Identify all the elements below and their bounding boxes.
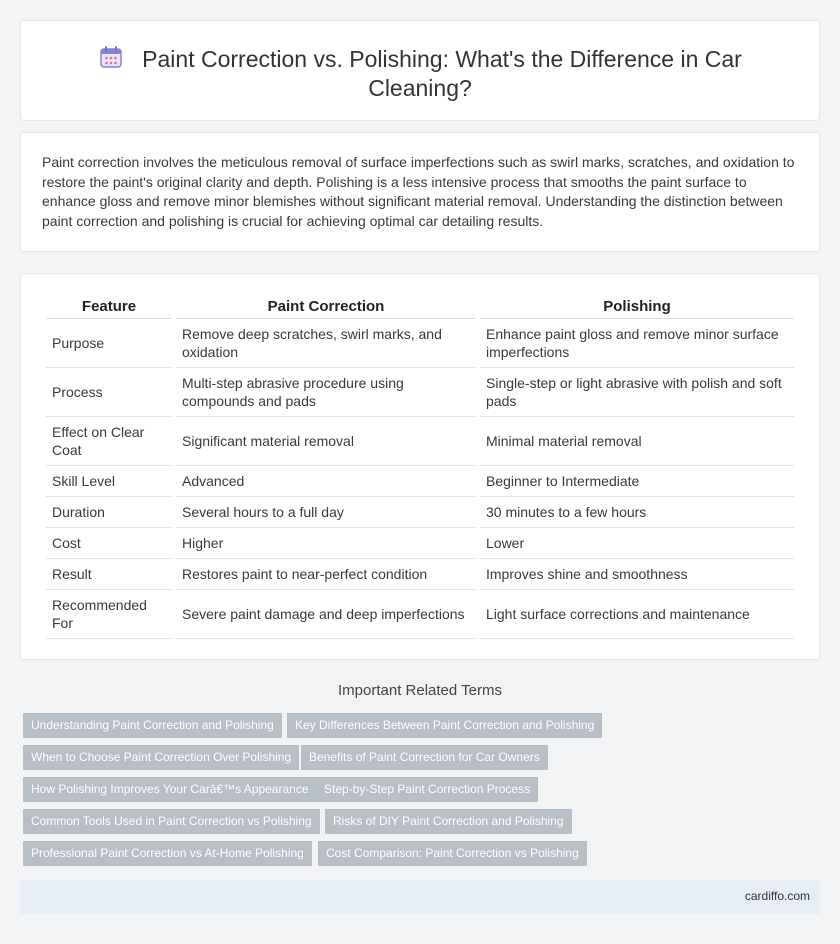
page-title: Paint Correction vs. Polishing: What's the Difference in Car Cleaning? <box>142 46 742 101</box>
related-term-link[interactable]: Understanding Paint Correction and Polishing <box>23 713 282 738</box>
footer-site-link[interactable]: cardiffo.com <box>744 889 810 903</box>
row-feature: Skill Level <box>46 466 172 497</box>
row-paint-correction: Severe paint damage and deep imperfections <box>176 590 476 639</box>
related-term-link[interactable]: Cost Comparison: Paint Correction vs Polishing <box>318 841 587 866</box>
related-term-link[interactable]: Professional Paint Correction vs At-Home Polishing <box>23 841 312 866</box>
row-polishing: Minimal material removal <box>480 417 794 466</box>
related-term-link[interactable]: Common Tools Used in Paint Correction vs Polishing <box>23 809 320 834</box>
comparison-table <box>42 292 798 639</box>
table-row <box>46 590 794 639</box>
row-paint-correction: Restores paint to near-perfect condition <box>176 559 476 590</box>
row-paint-correction: Advanced <box>176 466 476 497</box>
row-feature: Effect on Clear Coat <box>46 417 172 466</box>
footer <box>20 880 820 914</box>
row-paint-correction: Significant material removal <box>176 417 476 466</box>
page-title-wrap <box>21 44 819 103</box>
row-feature: Recommended For <box>46 590 172 639</box>
row-paint-correction: Multi-step abrasive procedure using compounds and pads <box>176 368 476 417</box>
related-term-link[interactable]: When to Choose Paint Correction Over Polishing <box>23 745 299 770</box>
table-row <box>46 417 794 466</box>
row-polishing: Enhance paint gloss and remove minor surface imperfections <box>480 319 794 368</box>
header-feature: Feature <box>46 292 172 319</box>
row-polishing: Single-step or light abrasive with polish and soft pads <box>480 368 794 417</box>
row-paint-correction: Several hours to a full day <box>176 497 476 528</box>
row-paint-correction: Higher <box>176 528 476 559</box>
table-row <box>46 368 794 417</box>
table-header-row <box>46 292 794 319</box>
intro-card <box>20 132 820 252</box>
title-card <box>20 20 820 121</box>
row-paint-correction: Remove deep scratches, swirl marks, and oxidation <box>176 319 476 368</box>
related-term-link[interactable]: Key Differences Between Paint Correction and Polishing <box>287 713 602 738</box>
row-polishing: Lower <box>480 528 794 559</box>
related-term-link[interactable]: Step-by-Step Paint Correction Process <box>316 777 538 802</box>
row-polishing: Improves shine and smoothness <box>480 559 794 590</box>
related-term-link[interactable]: How Polishing Improves Your Carâ€™s Appearance <box>23 777 317 802</box>
table-row <box>46 466 794 497</box>
related-term-link[interactable]: Risks of DIY Paint Correction and Polishing <box>325 809 572 834</box>
row-polishing: Beginner to Intermediate <box>480 466 794 497</box>
row-feature: Purpose <box>46 319 172 368</box>
table-row <box>46 319 794 368</box>
table-row <box>46 528 794 559</box>
row-feature: Result <box>46 559 172 590</box>
row-feature: Cost <box>46 528 172 559</box>
row-feature: Duration <box>46 497 172 528</box>
related-term-link[interactable]: Benefits of Paint Correction for Car Owners <box>301 745 548 770</box>
related-terms-heading: Important Related Terms <box>338 682 502 699</box>
intro-paragraph: Paint correction involves the meticulous removal of surface imperfections such as swirl marks, scratches, and oxidation to restore the paint's original clarity and depth. Polishing is a less intensive process that smooths the paint surface to enhance gloss and remove minor blemishes without significant material removal. Understanding the distinction between paint correction and polishing is crucial for achieving optimal car detailing results. <box>42 154 795 229</box>
header-polishing: Polishing <box>480 292 794 319</box>
header-paint-correction: Paint Correction <box>176 292 476 319</box>
row-feature: Process <box>46 368 172 417</box>
table-row <box>46 559 794 590</box>
row-polishing: 30 minutes to a few hours <box>480 497 794 528</box>
row-polishing: Light surface corrections and maintenance <box>480 590 794 639</box>
comparison-card <box>20 273 820 660</box>
table-row <box>46 497 794 528</box>
calendar-icon <box>98 44 124 70</box>
